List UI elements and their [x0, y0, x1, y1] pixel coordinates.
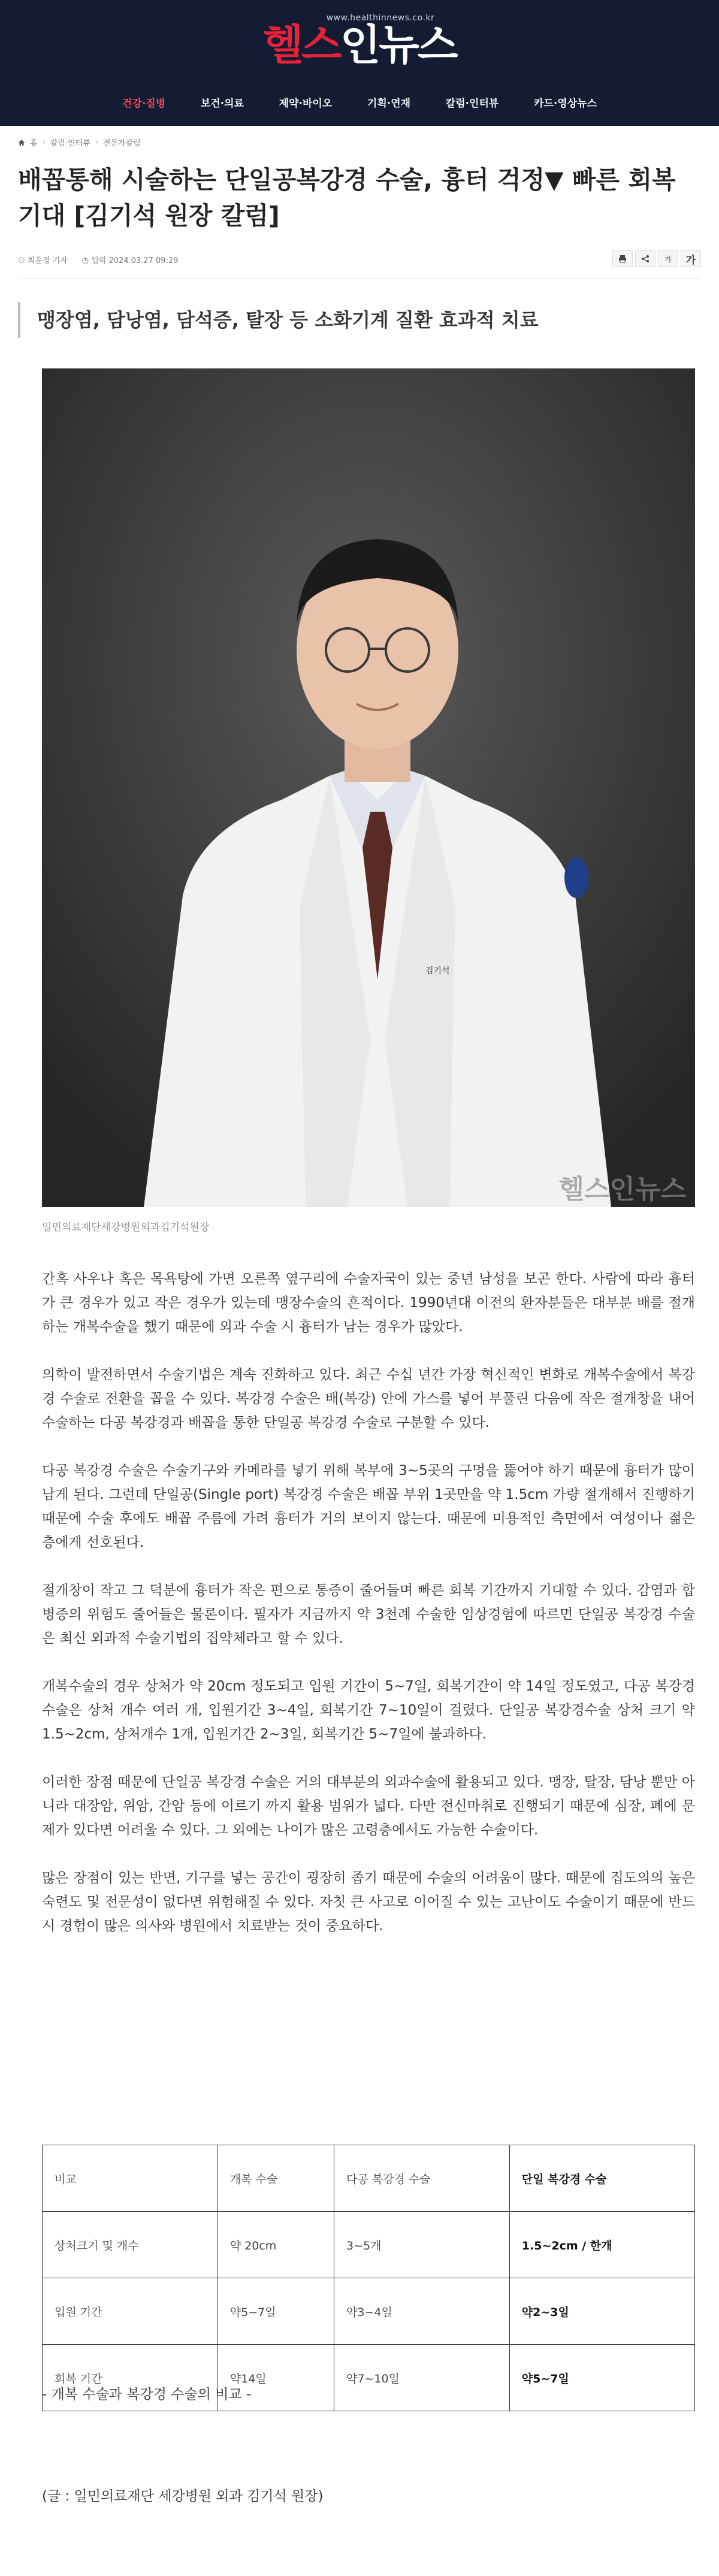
user-icon: ⚇ — [18, 256, 28, 265]
breadcrumb-section[interactable]: 칼럼·인터뷰 — [50, 139, 90, 148]
table-cell: 단일 복강경 수술 — [509, 2145, 694, 2212]
table-cell: 입원 기간 — [43, 2278, 218, 2345]
nav-item-cardnews[interactable]: 카드·영상뉴스 — [533, 98, 597, 110]
font-increase-button[interactable]: 가 — [681, 250, 701, 267]
chevron-right-icon: › — [95, 138, 98, 147]
table-cell: 약5~7일 — [217, 2278, 334, 2345]
nav-item-pharma[interactable]: 제약·바이오 — [279, 98, 333, 110]
paragraph: 많은 장점이 있는 반면, 기구를 넣는 공간이 굉장히 좁기 때문에 수술의 어려움이 많다. 때문에 집도의의 높은 숙련도 및 전문성이 없다면 위험해질 수 있다. 자칫 큰 사고로 이어질 수 있는 고난이도 수술이기 때문에 반드시 경험이 많은 의사와 병원에서 치료받는 것이 중요하다. — [42, 1870, 695, 1934]
logo[interactable] — [0, 13, 719, 69]
nav-item-medical[interactable]: 보건·의료 — [200, 98, 244, 110]
coat-name: 김기석 — [425, 966, 450, 976]
photo-watermark: 헬스인뉴스 — [558, 1174, 686, 1205]
comparison-table — [42, 2145, 695, 2411]
home-icon[interactable] — [18, 139, 25, 146]
table-cell: 약3~4일 — [334, 2278, 510, 2345]
breadcrumb — [18, 137, 141, 148]
article-photo — [42, 368, 695, 1207]
article-title: 배꼽통해 시술하는 단일공복강경 수술, 흉터 걱정▼ 빠른 회복 기대 [김기석 원장 칼럼] — [18, 165, 676, 230]
logo-part-2: 인뉴스 — [340, 20, 457, 69]
logo-url: www.healthinnews.co.kr — [326, 13, 435, 23]
doctor-portrait — [42, 368, 695, 1207]
logo-text — [0, 20, 719, 69]
paragraph: 간혹 사우나 혹은 목욕탕에 가면 오른쪽 옆구리에 수술자국이 있는 중년 남성을 보곤 한다. 사람에 따라 흉터가 큰 경우가 있고 작은 경우가 있는데 맹장수술의 흔적이다. 1990년대 이전의 환자분들은 대부분 배를 절개하는 개복수술을 했기 때문에 외과 수술 시 흉터가 남는 경우가 많았다. — [42, 1271, 695, 1335]
table-cell: 다공 복강경 수술 — [334, 2145, 510, 2212]
breadcrumb-subsection[interactable]: 전문가칼럼 — [102, 139, 141, 148]
paragraph: 개복수술의 경우 상처가 약 20cm 정도되고 입원 기간이 5~7일, 회복기간이 약 14일 정도였고, 다공 복강경수술은 상처 개수 여러 개, 입원기간 3~4일, 회복기간 7~10일이 걸렸다. 단일공 복강경수술 상처 크기 약1.5~2cm, 상처개수 1개, 입원기간 2~3일, 회복기간 5~7일에 불과하다. — [42, 1679, 695, 1742]
table-cell: 개복 수술 — [217, 2145, 334, 2212]
print-button[interactable] — [612, 250, 633, 267]
print-icon — [618, 255, 627, 263]
site-header — [0, 0, 719, 126]
share-button[interactable] — [635, 250, 655, 267]
article-meta — [18, 250, 701, 268]
nav-item-column[interactable]: 칼럼·인터뷰 — [445, 98, 499, 110]
table-cell: 약 20cm — [217, 2212, 334, 2278]
share-icon — [641, 255, 649, 263]
table-cell: 1.5~2cm / 한개 — [509, 2212, 694, 2278]
publish-date-text: 입력 2024.03.27 09:29 — [91, 256, 179, 265]
photo-caption: 일민의료재단세강병원외과김기석원장 — [42, 1222, 210, 1233]
article-byline: (글 : 일민의료재단 세강병원 외과 김기석 원장) — [42, 2489, 324, 2504]
breadcrumb-home[interactable]: 홈 — [30, 139, 38, 148]
publish-date — [82, 254, 179, 265]
table-row — [43, 2212, 695, 2278]
divider — [18, 278, 701, 279]
table-row — [43, 2145, 695, 2212]
table-cell: 약5~7일 — [509, 2345, 694, 2411]
table-cell: 회복 기간 — [43, 2345, 218, 2411]
paragraph: 다공 복강경 수술은 수술기구와 카메라를 넣기 위해 복부에 3~5곳의 구멍을 뚫어야 하기 때문에 흉터가 많이 남게 된다. 그런데 단일공(Single port) 복강경 수술은 배꼽 부위 1곳만을 약 1.5cm 가량 절개해서 진행하기 때문에 수술 후에도 배꼽 주름에 가려 흉터가 거의 보이지 않는다. 때문에 미용적인 측면에서 여성이나 젊은 층에게 선호된다. — [42, 1463, 695, 1550]
table-cell: 약14일 — [217, 2345, 334, 2411]
paragraph: 절개창이 작고 그 덕분에 흉터가 작은 편으로 통증이 줄어들며 빠른 회복 기간까지 기대할 수 있다. 감염과 합병증의 위험도 줄어들은 물론이다. 필자가 지금까지 약 3천례 수술한 임상경험에 따르면 단일공 복강경 수술은 최신 외과적 수술기법의 집약체라고 할 수 있다. — [42, 1583, 695, 1646]
table-cell: 3~5개 — [334, 2212, 510, 2278]
nav-item-series[interactable]: 기획·연재 — [367, 98, 411, 110]
logo-part-1: 헬스 — [262, 20, 340, 69]
font-decrease-button[interactable]: 가 — [658, 250, 678, 267]
table-row — [43, 2278, 695, 2345]
table-cell: 약7~10일 — [334, 2345, 510, 2411]
article-subtitle: 맹장염, 담낭염, 담석증, 탈장 등 소화기계 질환 효과적 치료 — [18, 302, 701, 338]
author-name: 최윤정 기자 — [27, 256, 68, 265]
paragraph: 이러한 장점 때문에 단일공 복강경 수술은 거의 대부분의 외과수술에 활용되고 있다. 맹장, 탈장, 담낭 뿐만 아니라 대장암, 위암, 간암 등에 이르기 까지 활용 범위가 넓다. 다만 전신마취로 진행되기 때문에 심장, 폐에 문제가 있다면 어려울 수 있다. 그 외에는 나이가 많은 고령층에서도 가능한 수술이다. — [42, 1774, 695, 1838]
table-caption: - 개복 수술과 복강경 수술의 비교 - — [42, 2387, 252, 2402]
nav-item-health[interactable]: 건강·질병 — [122, 98, 166, 110]
table-cell: 약2~3일 — [509, 2278, 694, 2345]
table-cell: 비교 — [43, 2145, 218, 2212]
chevron-right-icon: › — [42, 138, 46, 147]
article-body — [42, 1267, 695, 1962]
article-tools — [612, 250, 701, 267]
table-cell: 상처크기 및 개수 — [43, 2212, 218, 2278]
paragraph: 의학이 발전하면서 수술기법은 계속 진화하고 있다. 최근 수십 년간 가장 혁신적인 변화로 개복수술에서 복강경 수술로 전환을 꼽을 수 있다. 복강경 수술은 배(복강) 안에 가스를 넣어 부풀린 다음에 작은 절개창을 내어 수술하는 다공 복강경과 배꼽을 통한 단일공 복강경 수술로 구분할 수 있다. — [42, 1367, 695, 1431]
main-nav — [120, 89, 599, 116]
clock-icon: ◷ — [81, 256, 92, 265]
author — [18, 254, 68, 265]
